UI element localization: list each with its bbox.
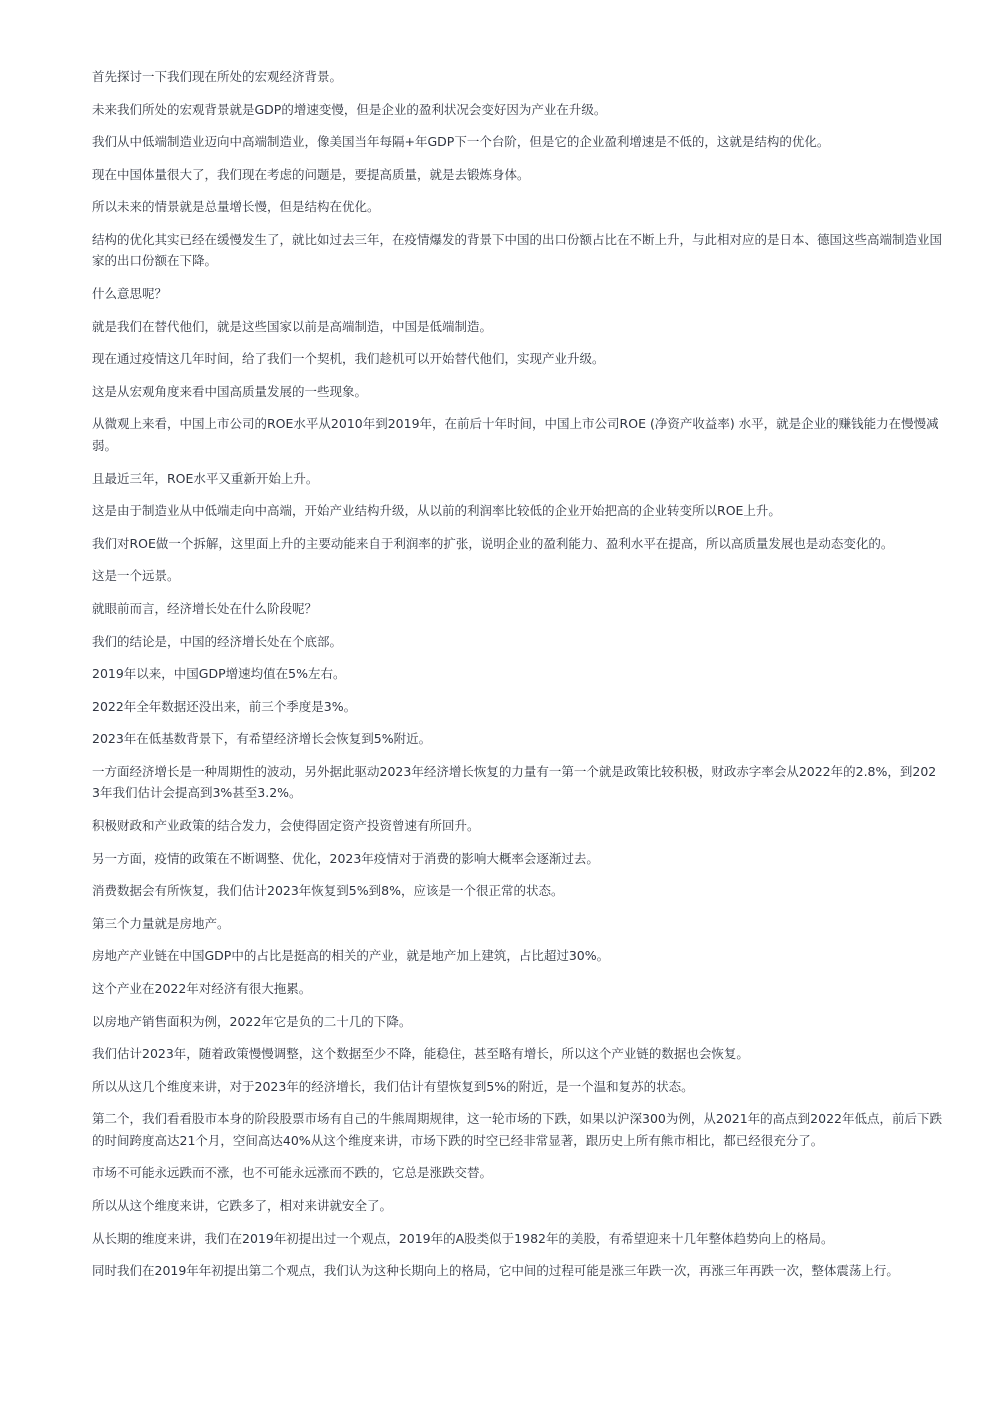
paragraph-long-term-view: 从长期的维度来讲，我们在2019年初提出过一个观点，2019年的A股类似于1982年的美股，有希望迎来十几年整体趋势向上的格局。 bbox=[92, 1230, 834, 1246]
paragraph-gdp-2022: 2022年全年数据还没出来，前三个季度是3%。 bbox=[92, 698, 357, 714]
paragraph-investment: 积极财政和产业政策的结合发力，会使得固定资产投资曾速有所回升。 bbox=[92, 817, 480, 833]
paragraph-gdp-2019: 2019年以来，中国GDP增速均值在5%左右。 bbox=[92, 666, 346, 682]
paragraph-real-estate-drag: 这个产业在2022年对经济有很大拖累。 bbox=[92, 980, 312, 996]
paragraph-structure-optimization: 结构的优化其实已经在缓慢发生了，就比如过去三年，在疫情爆发的背景下中国的出口份额占比在不断上升，与此相对应的是日本、德国这些高端制造业国家的出口份额在下降。 bbox=[92, 231, 943, 269]
paragraph-market-alternation: 市场不可能永远跌而不涨，也不可能永远涨而不跌的，它总是涨跌交替。 bbox=[92, 1165, 493, 1181]
paragraph-roe-micro: 从微观上来看，中国上市公司的ROE水平从2010年到2019年，在前后十年时间，中国上市公司ROE (净资产收益率) 水平，就是企业的赚钱能力在慢慢减弱。 bbox=[92, 416, 939, 453]
paragraph-conclusion-bottom: 我们的结论是，中国的经济增长处在个底部。 bbox=[92, 633, 343, 649]
paragraph-manufacturing-upgrade: 我们从中低端制造业迈向中高端制造业，像美国当年每隔+年GDP下一个台阶，但是它的企业盈利增速是不低的，这就是结构的优化。 bbox=[92, 134, 830, 150]
paragraph-fiscal-policy: 一方面经济增长是一种周期性的波动，另外据此驱动2023年经济增长恢复的力量有一第一个就是政策比较积极，财政赤字率会从2022年的2.8%，到2023年我们估计会提高到3%甚至3.2%。 bbox=[92, 763, 937, 801]
paragraph-vision: 这是一个远景。 bbox=[92, 568, 180, 584]
paragraph-growth-stage-question: 就眼前而言，经济增长处在什么阶段呢？ bbox=[92, 600, 318, 616]
paragraph-2023-estimate: 我们估计2023年，随着政策慢慢调整，这个数据至少不降，能稳住，甚至略有增长，所以这个产业链的数据也会恢复。 bbox=[92, 1046, 749, 1062]
paragraph-roe-rise: 且最近三年，ROE水平又重新开始上升。 bbox=[92, 470, 319, 486]
paragraph-opportunity: 现在通过疫情这几年时间，给了我们一个契机，我们趁机可以开始替代他们，实现产业升级。 bbox=[92, 351, 605, 367]
paragraph-sales-area: 以房地产销售面积为例，2022年它是负的二十几的下降。 bbox=[92, 1013, 412, 1029]
paragraph-quality: 现在中国体量很大了，我们现在考虑的问题是，要提高质量，就是去锻炼身体。 bbox=[92, 166, 530, 182]
paragraph-real-estate-share: 房地产产业链在中国GDP中的占比是挺高的相关的产业，就是地产加上建筑，占比超过30%。 bbox=[92, 948, 610, 964]
paragraph-future-scenario: 所以未来的情景就是总量增长慢，但是结构在优化。 bbox=[92, 199, 380, 215]
paragraph-consumption: 消费数据会有所恢复，我们估计2023年恢复到5%到8%，应该是一个很正常的状态。 bbox=[92, 883, 564, 899]
paragraph-question: 什么意思呢？ bbox=[92, 286, 168, 302]
paragraph-stock-cycle: 第二个，我们看看股市本身的阶段股票市场有自己的牛熊周期规律，这一轮市场的下跌，如果以沪深300为例，从2021年的高点到2022年低点，前后下跌的时间跨度高达21个月，空间高达40%从这个维度来讲，市场下跌的时空已经非常显著，跟历史上所有熊市相比，都已经很充分了。 bbox=[92, 1111, 942, 1148]
paragraph-macro-background: 未来我们所处的宏观背景就是GDP的增速变慢，但是企业的盈利状况会变好因为产业在升级。 bbox=[92, 101, 607, 117]
paragraph-safety: 所以从这个维度来讲，它跌多了，相对来讲就安全了。 bbox=[92, 1198, 393, 1213]
paragraph-growth-summary: 所以从这几个维度来讲，对于2023年的经济增长，我们估计有望恢复到5%的附近，是一个温和复苏的状态。 bbox=[92, 1078, 694, 1094]
paragraph-epidemic-policy: 另一方面，疫情的政策在不断调整、优化，2023年疫情对于消费的影响大概率会逐渐过去。 bbox=[92, 850, 599, 866]
paragraph-real-estate: 第三个力量就是房地产。 bbox=[92, 915, 230, 931]
paragraph-gdp-2023: 2023年在低基数背景下，有希望经济增长会恢复到5%附近。 bbox=[92, 731, 432, 747]
paragraph-roe-reason: 这是由于制造业从中低端走向中高端，开始产业结构升级，从以前的利润率比较低的企业开始把高的企业转变所以ROE上升。 bbox=[92, 503, 781, 519]
paragraph-intro: 首先探讨一下我们现在所处的宏观经济背景。 bbox=[92, 69, 343, 84]
paragraph-second-view: 同时我们在2019年年初提出第二个观点，我们认为这种长期向上的格局，它中间的过程可能是涨三年跌一次，再涨三年再跌一次，整体震荡上行。 bbox=[92, 1263, 899, 1279]
paragraph-substitution: 就是我们在替代他们，就是这些国家以前是高端制造，中国是低端制造。 bbox=[92, 318, 493, 334]
paragraph-roe-breakdown: 我们对ROE做一个拆解，这里面上升的主要动能来自于利润率的扩张，说明企业的盈利能力、盈利水平在提高，所以高质量发展也是动态变化的。 bbox=[92, 535, 894, 551]
document-body bbox=[92, 66, 944, 1293]
paragraph-macro-summary: 这是从宏观角度来看中国高质量发展的一些现象。 bbox=[92, 383, 368, 399]
